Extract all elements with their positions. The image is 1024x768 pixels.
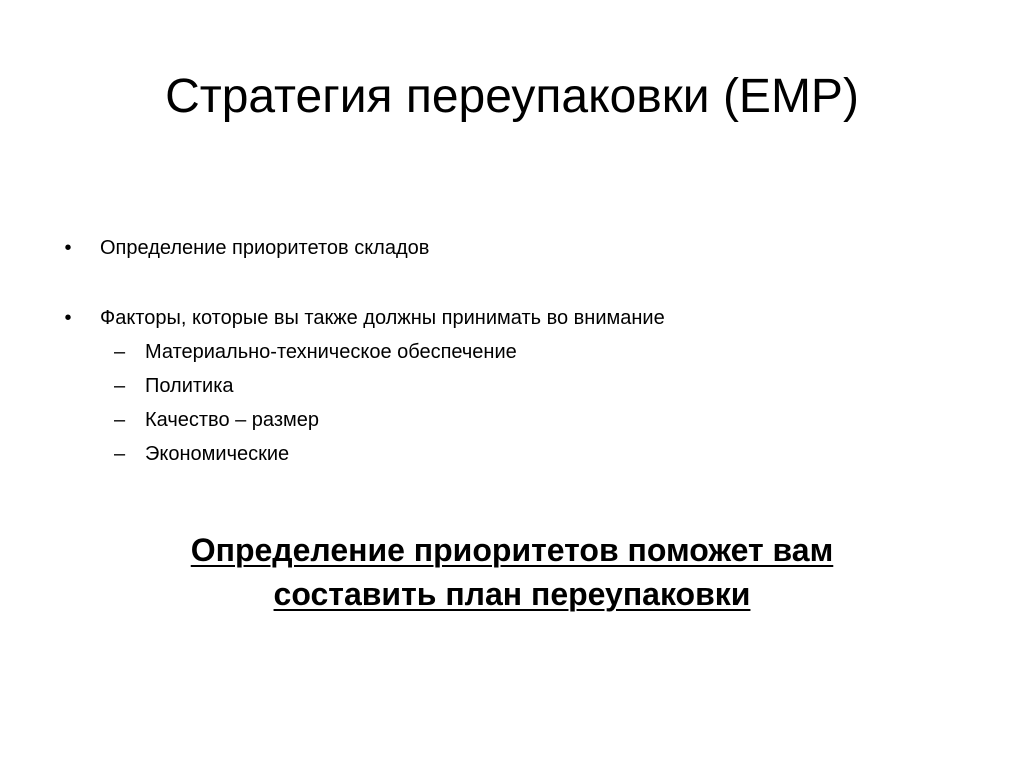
conclusion-line-2: составить план переупаковки — [273, 576, 751, 612]
dash-marker: – — [114, 375, 126, 397]
dash-marker: – — [114, 341, 126, 363]
bullet-marker: • — [64, 307, 72, 329]
bullet-marker: • — [64, 237, 72, 259]
conclusion-statement — [100, 528, 924, 616]
slide-title: Стратегия переупаковки (ЕМР) — [165, 70, 859, 123]
sub-bullet-item — [100, 440, 978, 468]
bullet-text: Определение приоритетов складов — [100, 237, 430, 259]
sub-bullet-item — [100, 338, 978, 366]
sub-bullet-text: Политика — [145, 375, 234, 397]
sub-bullet-text: Материально-техническое обеспечение — [145, 341, 517, 363]
conclusion-line-1: Определение приоритетов поможет вам — [190, 532, 834, 568]
sub-bullet-item — [100, 372, 978, 400]
dash-marker: – — [114, 409, 126, 431]
sub-bullet-text: Качество – размер — [145, 409, 319, 431]
bullet-list — [58, 234, 978, 468]
bullet-item — [58, 304, 978, 468]
bullet-text: Факторы, которые вы также должны принимать во внимание — [100, 307, 665, 329]
sub-bullet-list — [100, 338, 978, 468]
bullet-item — [58, 234, 978, 262]
sub-bullet-item — [100, 406, 978, 434]
sub-bullet-text: Экономические — [145, 443, 290, 465]
dash-marker: – — [114, 443, 126, 465]
